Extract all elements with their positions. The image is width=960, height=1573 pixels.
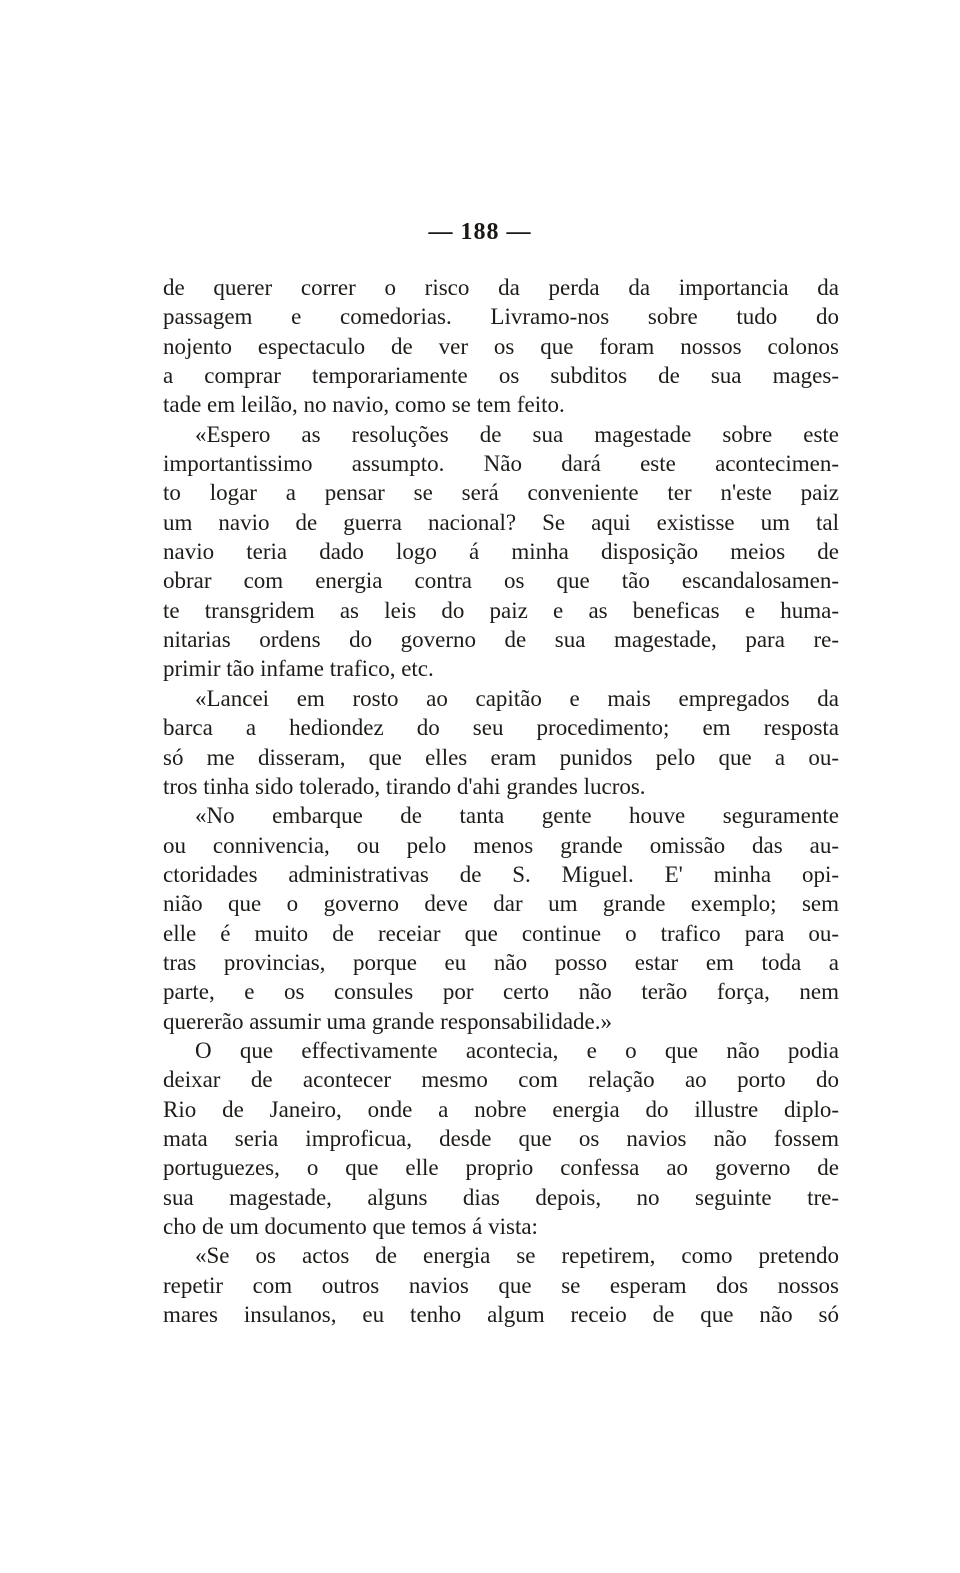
text-line: primir tão infame trafico, etc. [163, 656, 434, 682]
text-line: tras provincias, porque eu não posso estar em toda a [163, 949, 839, 975]
text-line: portuguezes, o que elle proprio confessa ao governo de [163, 1155, 839, 1181]
text-line: tros tinha sido tolerado, tirando d'ahi grandes lucros. [163, 773, 646, 799]
text-line: to logar a pensar se será conveniente ter n'este paiz [163, 480, 839, 506]
text-line: barca a hediondez do seu procedimento; em resposta [163, 715, 839, 741]
text-line: só me disseram, que elles eram punidos pelo que a ou- [163, 744, 839, 770]
text-line: «Se os actos de energia se repetirem, como pretendo [195, 1243, 839, 1269]
text-line: mares insulanos, eu tenho algum receio de que não só [163, 1302, 839, 1328]
text-line: nião que o governo deve dar um grande exemplo; sem [163, 891, 839, 917]
text-line: quererão assumir uma grande responsabilidade.» [163, 1008, 612, 1034]
text-line: nitarias ordens do governo de sua magestade, para re- [163, 627, 839, 653]
text-line: «No embarque de tanta gente houve seguramente [195, 803, 839, 829]
text-line: elle é muito de receiar que continue o trafico para ou- [163, 920, 839, 946]
text-line: obrar com energia contra os que tão escandalosamen- [163, 568, 839, 594]
text-line: Rio de Janeiro, onde a nobre energia do illustre diplo- [163, 1096, 839, 1122]
text-line: cho de um documento que temos á vista: [163, 1214, 538, 1239]
text-line: «Lancei em rosto ao capitão e mais empregados da [195, 685, 839, 711]
text-line: repetir com outros navios que se esperam dos nossos [163, 1272, 839, 1298]
text-line: «Espero as resoluções de sua magestade sobre este [195, 421, 839, 447]
text-line: a comprar temporariamente os subditos de sua mages- [163, 363, 839, 389]
text-line: mata seria improficua, desde que os navios não fossem [163, 1125, 839, 1151]
text-line: O que effectivamente acontecia, e o que não podia [195, 1037, 839, 1063]
text-line: deixar de acontecer mesmo com relação ao porto do [163, 1067, 839, 1093]
text-line: passagem e comedorias. Livramo-nos sobre tudo do [163, 304, 839, 330]
page-number: — 188 — [428, 219, 532, 245]
text-line: navio teria dado logo á minha disposição meios de [163, 539, 839, 565]
text-line: sua magestade, alguns dias depois, no seguinte tre- [163, 1184, 839, 1210]
text-line: tade em leilão, no navio, como se tem feito. [163, 392, 565, 418]
text-line: parte, e os consules por certo não terão força, nem [163, 979, 839, 1005]
text-line: te transgridem as leis do paiz e as beneficas e huma- [163, 597, 839, 623]
text-line: de querer correr o risco da perda da importancia da [163, 275, 839, 300]
text-line: ctoridades administrativas de S. Miguel. E' minha opi- [163, 861, 839, 887]
text-line: ou connivencia, ou pelo menos grande omissão das au- [163, 832, 839, 858]
text-line: um navio de guerra nacional? Se aqui existisse um tal [163, 509, 839, 535]
text-line: nojento espectaculo de ver os que foram nossos colonos [163, 333, 839, 359]
text-line: importantissimo assumpto. Não dará este acontecimen- [163, 451, 839, 477]
page-text [163, 273, 839, 1329]
